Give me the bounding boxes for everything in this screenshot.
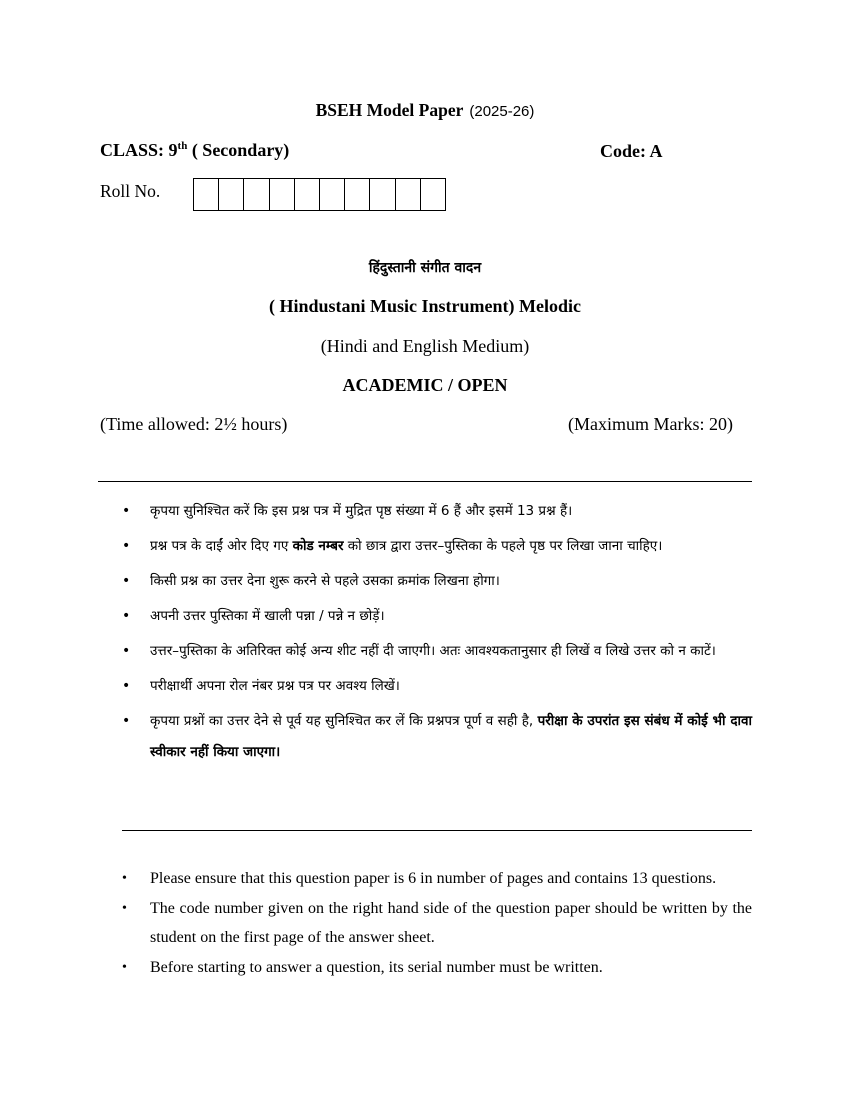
roll-number-box[interactable] [295,178,320,211]
english-instruction-item [122,894,752,953]
bullet-icon: • [122,573,131,589]
bullet-icon: • [122,643,131,659]
class-prefix: CLASS: 9 [100,140,178,160]
subject-hindi-title: हिंदुस्तानी संगीत वादन [368,260,482,276]
maximum-marks: (Maximum Marks: 20) [568,414,733,434]
hindi-instruction-item [122,531,752,562]
instruction-text-post: को छात्र द्वारा उत्तर–पुस्तिका के पहले पृष्ठ पर लिखा जाना चाहिए। [343,538,663,554]
instruction-text: कृपया सुनिश्चित करें कि इस प्रश्न पत्र में मुद्रित पृष्ठ संख्या में 6 हैं और इसमें 13 प्रश्न हैं। [150,503,573,519]
roll-number-box[interactable] [194,178,219,211]
medium-line: (Hindi and English Medium) [320,336,530,356]
class-line [100,140,289,161]
stream-line: ACADEMIC / OPEN [342,375,508,395]
roll-number-box[interactable] [370,178,395,211]
roll-number-box[interactable] [345,178,370,211]
paper-title-text: BSEH Model Paper [315,100,464,120]
bullet-icon: • [122,959,127,975]
instruction-text-pre: कृपया प्रश्नों का उत्तर देने से पूर्व यह सुनिश्चित कर लें कि प्रश्नपत्र पूर्ण व सही है, [150,713,538,729]
class-suffix: ( Secondary) [187,140,290,160]
roll-number-box[interactable] [244,178,269,211]
hindi-instruction-item [122,671,752,702]
paper-code: Code: A [600,141,663,161]
hindi-instruction-item [122,636,752,667]
hindi-instruction-item [122,706,752,768]
instruction-text: Before starting to answer a question, its serial number must be written. [150,958,603,976]
instruction-text: उत्तर–पुस्तिका के अतिरिक्त कोई अन्य शीट नहीं दी जाएगी। अतः आवश्यकतानुसार ही लिखें व लिखे उत्तर को न काटें। [150,643,716,659]
english-instruction-item [122,864,752,894]
bullet-icon: • [122,678,131,694]
instruction-text-bold: परीक्षा के उपरांत इस संबंध में कोई भी दावा स्वीकार नहीं किया जाएगा। [150,713,752,760]
bullet-icon: • [122,713,131,729]
roll-number-box[interactable] [421,178,446,211]
hindi-instructions-list [122,496,752,772]
bullet-icon: • [122,871,127,886]
roll-number-box[interactable] [270,178,295,211]
bullet-icon: • [122,538,131,554]
time-allowed: (Time allowed: 2½ hours) [100,414,288,434]
divider-top [98,481,752,482]
bullet-icon: • [122,900,127,916]
instruction-text: Please ensure that this question paper is 6 in number of pages and contains 13 questions. [150,870,717,887]
instruction-text-bold: कोड नम्बर [292,538,344,554]
english-instructions-list [122,864,752,982]
bullet-icon: • [122,503,131,519]
paper-year: (2025-26) [469,103,535,120]
instruction-text: किसी प्रश्न का उत्तर देना शुरू करने से पहले उसका क्रमांक लिखना होगा। [150,573,500,589]
bullet-icon: • [122,608,131,624]
roll-number-box[interactable] [219,178,244,211]
divider-bottom [122,830,752,831]
roll-number-box[interactable] [396,178,421,211]
instruction-text: The code number given on the right hand side of the question paper should be written by the student on the first page of the answer sheet. [150,899,752,946]
hindi-instruction-item [122,601,752,632]
paper-title [0,100,850,121]
english-instruction-item [122,953,752,983]
subject-english-title: ( Hindustani Music Instrument) Melodic [268,296,581,316]
instruction-text-pre: प्रश्न पत्र के दाईं ओर दिए गए [150,538,293,554]
hindi-instruction-item [122,496,752,527]
roll-number-box[interactable] [320,178,345,211]
class-superscript: th [177,140,188,152]
roll-number-label: Roll No. [100,181,161,201]
instruction-text: अपनी उत्तर पुस्तिका में खाली पन्ना / पन्ने न छोड़ें। [150,608,385,624]
hindi-instruction-item [122,566,752,597]
roll-number-boxes[interactable] [193,178,446,211]
instruction-text: परीक्षार्थी अपना रोल नंबर प्रश्न पत्र पर अवश्य लिखें। [150,678,400,694]
